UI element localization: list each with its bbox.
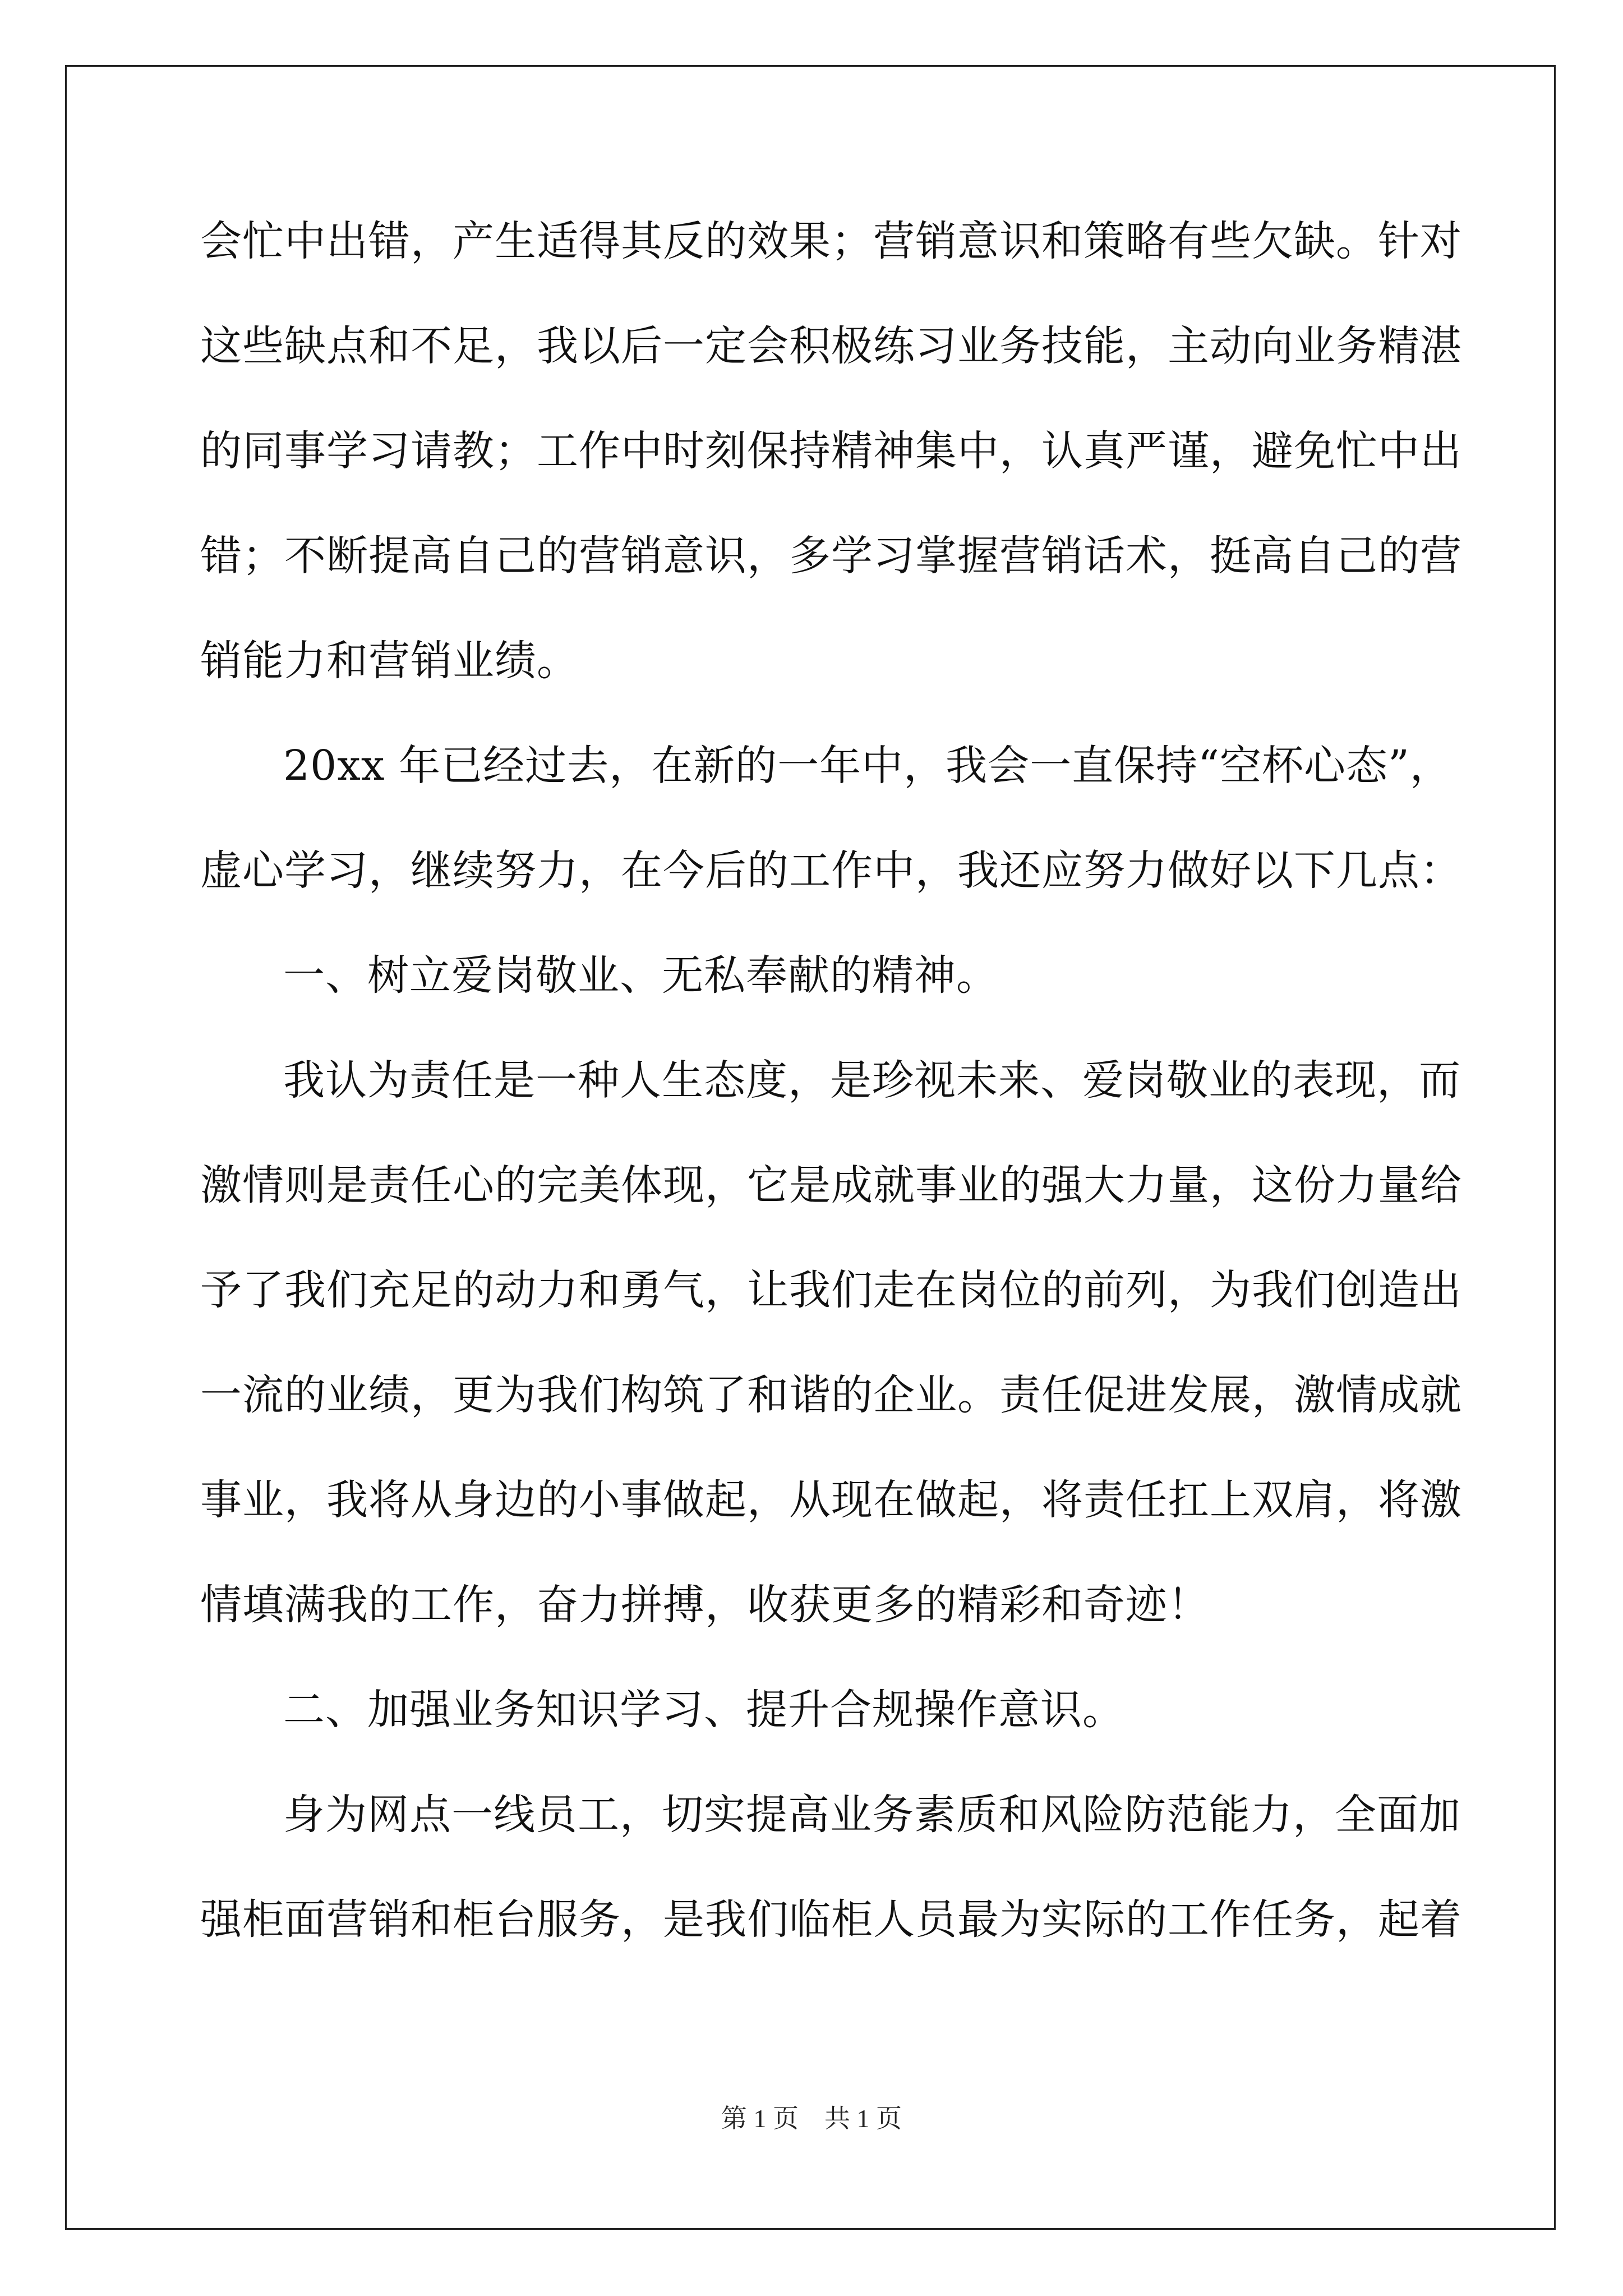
- text-line: 情填满我的工作，奋力拼搏，收获更多的精彩和奇迹！: [200, 1581, 1210, 1629]
- section-heading: 二、加强业务知识学习、提升合规操作意识。: [283, 1686, 1124, 1734]
- text-line: 销能力和营销业绩。: [200, 637, 579, 685]
- text-line: 我认为责任是一种人生态度，是珍视未来、爱岗敬业的表现，而: [283, 1056, 1461, 1105]
- section-heading: 一、树立爱岗敬业、无私奉献的精神。: [283, 951, 998, 1000]
- text-line: 予了我们充足的动力和勇气，让我们走在岗位的前列，为我们创造出: [200, 1266, 1462, 1314]
- text-line: 20xx 年已经过去，在新的一年中，我会一直保持“空杯心态”，: [283, 742, 1452, 790]
- text-line: 身为网点一线员工，切实提高业务素质和风险防范能力，全面加: [283, 1791, 1461, 1839]
- text-line: 一流的业绩，更为我们构筑了和谐的企业。责任促进发展，激情成就: [200, 1371, 1462, 1419]
- text-line: 虚心学习，继续努力，在今后的工作中，我还应努力做好以下几点：: [200, 846, 1462, 895]
- text-line: 的同事学习请教；工作中时刻保持精神集中，认真严谨，避免忙中出: [200, 427, 1462, 475]
- text-line: 事业，我将从身边的小事做起，从现在做起，将责任扛上双肩，将激: [200, 1476, 1462, 1524]
- page-footer: 第 1 页 共 1 页: [721, 2104, 902, 2133]
- text-line: 这些缺点和不足，我以后一定会积极练习业务技能，主动向业务精湛: [200, 322, 1462, 370]
- text-line: 激情则是责任心的完美体现，它是成就事业的强大力量，这份力量给: [200, 1161, 1462, 1209]
- text-line: 强柜面营销和柜台服务，是我们临柜人员最为实际的工作任务，起着: [200, 1895, 1462, 1944]
- text-line: 错；不断提高自己的营销意识，多学习掌握营销话术，挺高自己的营: [200, 532, 1462, 580]
- text-line: 会忙中出错，产生适得其反的效果；营销意识和策略有些欠缺。针对: [200, 217, 1462, 265]
